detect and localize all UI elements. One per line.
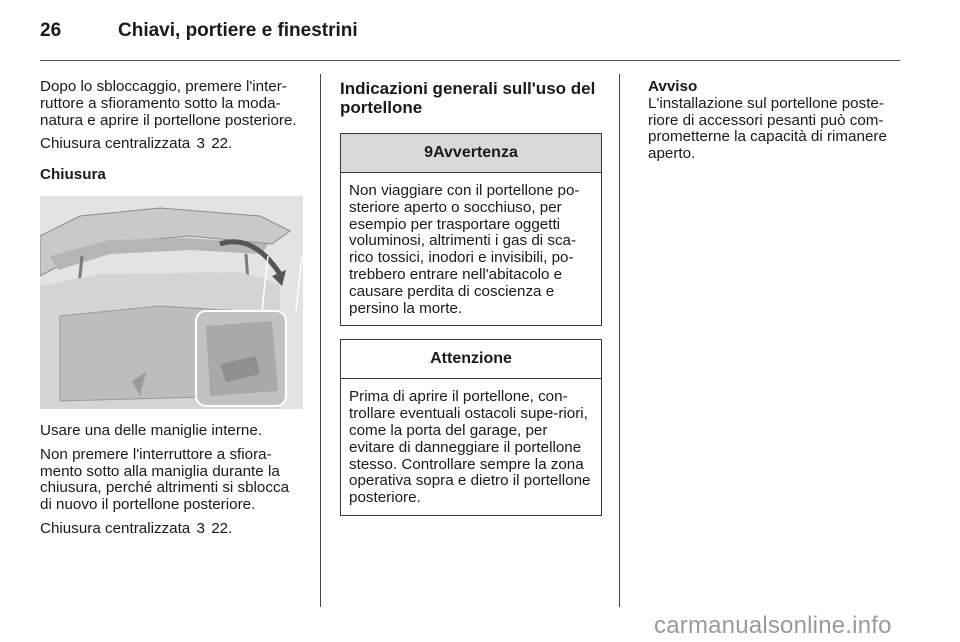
warning-text: Non viaggiare con il portellone po-steriore aperto o socchiuso, per esempio per trasportare oggetti voluminosi, altrimenti i gas di sca-rico tossici, inodori e invisibili, po-trebbero entrare nell'abitacolo e causare perdita di coscienza e persino la morte. (349, 182, 580, 317)
warning-box (340, 133, 602, 326)
column-divider (619, 74, 620, 607)
reference-arrow-icon: 3 (196, 135, 205, 153)
paragraph-closing-note: Non premere l'interruttore a sfiora-mento sotto alla maniglia durante la chiusura, perché altrimenti si sblocca di nuovo il portellone posteriore. (40, 445, 290, 514)
page-number: 26 (40, 20, 62, 41)
chapter-title: Chiavi, portiere e finestrini (118, 20, 358, 41)
warning-header (341, 134, 601, 173)
notice-text: L'installazione sul portellone poste-riore di accessori pesanti può com-prometterne la capacità di rimanere aperto. (648, 94, 887, 163)
xref-text: Chiusura centralizzata (40, 135, 191, 153)
column-right (648, 79, 898, 163)
tailgate-illustration (40, 196, 303, 409)
column-left (40, 79, 305, 545)
caution-text: Prima di aprire il portellone, con-trollare eventuali ostacoli supe-riori, come la porta del garage, per evitare di danneggiare il portellone stesso. Controllare sempre la zona operativa sopra e dietro il portellone posteriore. (349, 388, 591, 507)
caution-box (340, 339, 602, 516)
paragraph-inner-handles: Usare una delle maniglie interne. (40, 421, 263, 439)
cross-reference[interactable] (40, 136, 305, 153)
caution-header: Attenzione (341, 340, 601, 379)
warning-triangle-icon: 9 (424, 143, 434, 161)
header-rule (40, 60, 900, 61)
paragraph-open-tailgate: Dopo lo sbloccaggio, premere l'inter-ruttore a sfioramento sotto la moda-natura e aprire il portellone posteriore. (40, 78, 297, 129)
watermark: carmanualsonline.info (654, 612, 892, 639)
page-header (40, 16, 900, 52)
warning-title: Avvertenza (433, 143, 518, 161)
cross-reference[interactable] (40, 521, 305, 538)
reference-arrow-icon: 3 (196, 519, 205, 537)
section-title: Indicazioni generali sull'uso del portellone (340, 79, 596, 117)
xref-text: Chiusura centralizzata (40, 519, 191, 537)
xref-page: 22. (211, 135, 233, 153)
subheading-closing: Chiusura (40, 166, 106, 184)
column-middle (340, 79, 602, 529)
tailgate-drawing (40, 196, 303, 409)
notice-title: Avviso (648, 78, 698, 95)
column-divider (320, 74, 321, 607)
xref-page: 22. (211, 519, 233, 537)
